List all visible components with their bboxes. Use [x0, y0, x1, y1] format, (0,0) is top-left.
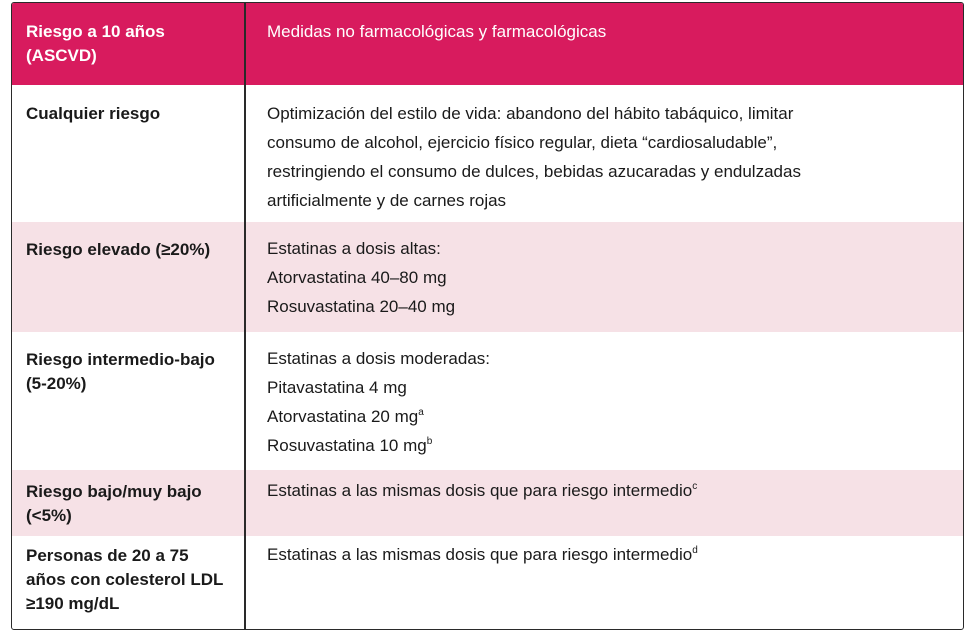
column-divider — [244, 3, 246, 629]
table-row — [12, 470, 963, 536]
measure-line: Atorvastatina 40–80 mg — [267, 268, 447, 287]
header-measures: Medidas no farmacológicas y farmacológicas — [267, 22, 607, 41]
measure-line: Estatinas a dosis moderadas: — [267, 349, 491, 368]
risk-label: Riesgo elevado (≥20%) — [26, 240, 211, 259]
table-row — [12, 536, 963, 630]
footnote-marker: c — [692, 481, 698, 492]
risk-label: Cualquier riesgo — [26, 104, 161, 123]
measure-line: Optimización del estilo de vida: abandono del hábito tabáquico, limitar — [267, 104, 794, 123]
measures-cell — [267, 99, 947, 215]
measure-line: Estatinas a dosis altas: — [267, 239, 441, 258]
measures-cell — [267, 344, 947, 460]
measure-line: Estatinas a las mismas dosis que para riesgo intermedio$^c$ — [267, 481, 698, 500]
footnote-marker: d — [692, 545, 698, 556]
measure-line: Atorvastatina 20 $mg^a$ — [267, 407, 424, 426]
risk-label: Riesgo bajo/muy bajo (<5%) — [26, 482, 202, 525]
measure-line: Rosuvastatina 10 $mg^b$ — [267, 436, 433, 455]
measure-line: Rosuvastatina 20–40 mg — [267, 297, 456, 316]
table-row — [12, 85, 963, 222]
footnote-marker: b — [426, 436, 433, 447]
risk-label: Riesgo intermedio-bajo (5-20%) — [26, 350, 215, 393]
risk-label: Personas de 20 a 75 años con colesterol LDL ≥190 mg/dL — [26, 546, 224, 613]
footnote-marker: a — [418, 407, 424, 418]
header-risk: Riesgo a 10 años (ASCVD) — [26, 22, 165, 65]
measures-cell — [267, 234, 947, 321]
measure-line: artificialmente y de carnes rojas — [267, 191, 507, 210]
measure-line: restringiendo el consumo de dulces, bebidas azucaradas y endulzadas — [267, 162, 801, 181]
table-row — [12, 222, 963, 332]
measure-line: Pitavastatina 4 mg — [267, 378, 407, 397]
measures-cell — [267, 540, 947, 569]
measures-cell — [267, 476, 947, 505]
measure-line: consumo de alcohol, ejercicio físico regular, dieta “cardiosaludable”, — [267, 133, 778, 152]
table-row — [12, 332, 963, 470]
table-header — [12, 3, 963, 85]
statin-table — [11, 2, 964, 630]
measure-line: Estatinas a las mismas dosis que para riesgo intermedio$^d$ — [267, 545, 698, 564]
